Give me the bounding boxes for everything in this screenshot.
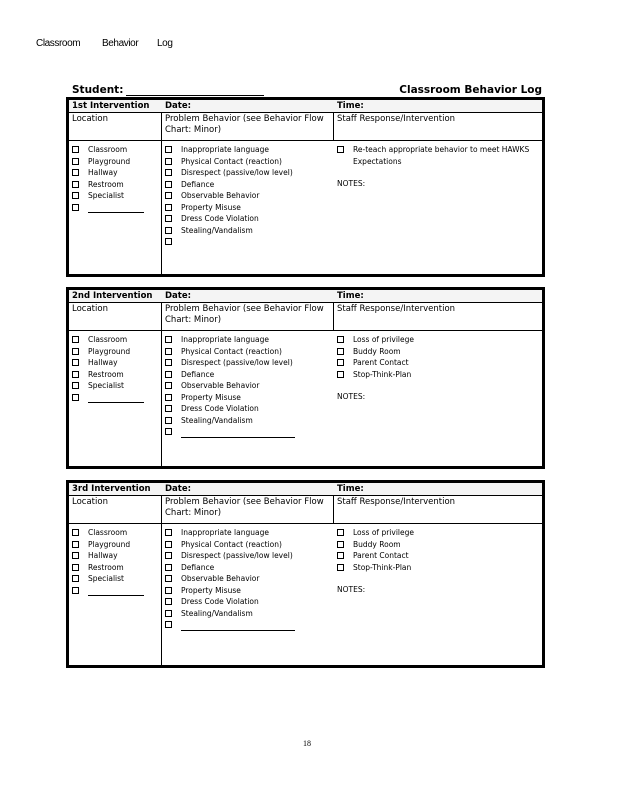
checkbox-icon[interactable] — [337, 552, 344, 559]
checkbox-icon[interactable] — [165, 394, 172, 401]
response-option[interactable] — [337, 539, 537, 551]
response-list — [337, 334, 537, 380]
checkbox-icon[interactable] — [72, 552, 79, 559]
behavior-option-label: Dress Code Violation — [181, 597, 259, 606]
behavior-option[interactable] — [165, 415, 295, 427]
checkbox-icon[interactable] — [337, 146, 344, 153]
checkbox-icon[interactable] — [72, 348, 79, 355]
behavior-option-label: Inappropriate language — [181, 145, 269, 154]
response-option[interactable] — [337, 346, 537, 358]
checkbox-icon[interactable] — [165, 204, 172, 211]
checkbox-icon[interactable] — [165, 336, 172, 343]
behavior-list — [165, 334, 295, 438]
location-option[interactable] — [72, 346, 144, 358]
checkbox-icon[interactable] — [72, 382, 79, 389]
checkbox-icon[interactable] — [165, 541, 172, 548]
behavior-option-label: Stealing/Vandalism — [181, 415, 253, 425]
location-option[interactable] — [72, 190, 144, 202]
location-option-label: Restroom — [88, 369, 124, 379]
location-option[interactable] — [72, 573, 144, 585]
location-option[interactable] — [72, 369, 144, 381]
checkbox-icon[interactable] — [165, 146, 172, 153]
problem-behavior-label: Problem Behavior (see Behavior Flow Chart: Minor) — [165, 497, 324, 518]
checkbox-icon[interactable] — [72, 158, 79, 165]
behavior-option[interactable] — [165, 213, 293, 225]
header-word-behavior: Behavior — [102, 38, 139, 49]
column-header-row — [69, 302, 542, 331]
problem-behavior-label: Problem Behavior (see Behavior Flow Chart: Minor) — [165, 304, 324, 325]
other-location-blank[interactable] — [88, 394, 144, 403]
response-option-label: Loss of privilege — [353, 335, 414, 344]
behavior-option-label: Physical Contact (reaction) — [181, 156, 282, 166]
checkbox-icon[interactable] — [165, 428, 172, 435]
checkbox-icon[interactable] — [72, 575, 79, 582]
location-option[interactable] — [72, 144, 144, 156]
behavior-option-label: Defiance — [181, 179, 215, 189]
checkbox-icon[interactable] — [72, 394, 79, 401]
checkbox-icon[interactable] — [337, 541, 344, 548]
notes-label: NOTES: — [337, 179, 366, 188]
location-option-label: Classroom — [88, 528, 128, 537]
behavior-option[interactable] — [165, 608, 295, 620]
behavior-option-label: Physical Contact (reaction) — [181, 539, 282, 549]
response-option-label: Stop-Think-Plan — [353, 369, 412, 379]
behavior-list — [165, 144, 293, 236]
checkbox-icon[interactable] — [72, 192, 79, 199]
location-option[interactable] — [72, 156, 144, 168]
location-option-label: Playground — [88, 539, 131, 549]
staff-response-label: Staff Response/Intervention — [337, 114, 456, 124]
checkbox-icon[interactable] — [72, 541, 79, 548]
intervention-label: 3rd Intervention — [72, 484, 151, 494]
behavior-option[interactable] — [165, 144, 293, 156]
behavior-option-label: Disrespect (passive/low level) — [181, 358, 293, 367]
response-option-label: Buddy Room — [353, 346, 401, 356]
log-title: Classroom Behavior Log — [399, 84, 542, 96]
location-list — [72, 144, 144, 213]
behavior-option-label: Disrespect (passive/low level) — [181, 551, 293, 560]
behavior-option[interactable] — [165, 380, 295, 392]
notes-label: NOTES: — [337, 392, 366, 401]
behavior-option[interactable] — [165, 539, 295, 551]
location-option-label: Playground — [88, 156, 131, 166]
behavior-option-label: Dress Code Violation — [181, 404, 259, 413]
checkbox-icon[interactable] — [165, 158, 172, 165]
checkbox-icon[interactable] — [165, 181, 172, 188]
header-word-log: Log — [157, 38, 173, 49]
student-line — [72, 84, 542, 98]
other-behavior-blank[interactable] — [181, 622, 295, 631]
behavior-option-label: Property Misuse — [181, 392, 241, 402]
location-label: Location — [72, 497, 108, 507]
location-label: Location — [72, 304, 108, 314]
checkbox-icon[interactable] — [165, 417, 172, 424]
checkbox-icon[interactable] — [165, 238, 172, 245]
checkbox-icon[interactable] — [165, 587, 172, 594]
checkbox-icon[interactable] — [72, 204, 79, 211]
checkbox-icon[interactable] — [165, 621, 172, 628]
behavior-option[interactable] — [165, 619, 295, 631]
checkbox-icon[interactable] — [337, 359, 344, 366]
location-option-label: Hallway — [88, 358, 118, 367]
header-word-classroom: Classroom — [36, 38, 81, 49]
response-option[interactable] — [337, 357, 537, 369]
behavior-option[interactable] — [165, 585, 295, 597]
other-behavior-blank[interactable] — [181, 429, 295, 438]
intervention-block — [66, 480, 545, 668]
location-option-label: Hallway — [88, 168, 118, 177]
time-label: Time: — [337, 291, 364, 301]
date-label: Date: — [165, 101, 192, 111]
behavior-option[interactable] — [165, 392, 295, 404]
behavior-option[interactable] — [165, 403, 295, 415]
response-option[interactable] — [337, 369, 537, 381]
behavior-option-label: Property Misuse — [181, 585, 241, 595]
behavior-option-label: Defiance — [181, 562, 215, 572]
response-option[interactable] — [337, 144, 537, 167]
behavior-option[interactable] — [165, 550, 295, 562]
behavior-option-label: Observable Behavior — [181, 381, 260, 390]
checkbox-icon[interactable] — [165, 348, 172, 355]
response-option-label: Loss of privilege — [353, 528, 414, 537]
checkbox-icon[interactable] — [165, 552, 172, 559]
behavior-option-label: Disrespect (passive/low level) — [181, 168, 293, 177]
date-label: Date: — [165, 291, 192, 301]
behavior-option[interactable] — [165, 334, 295, 346]
location-option[interactable] — [72, 357, 144, 369]
behavior-option[interactable] — [165, 357, 295, 369]
location-option[interactable] — [72, 562, 144, 574]
checkbox-icon[interactable] — [165, 359, 172, 366]
checkbox-icon[interactable] — [72, 529, 79, 536]
checkbox-icon[interactable] — [165, 564, 172, 571]
checkbox-icon[interactable] — [165, 227, 172, 234]
time-label: Time: — [337, 101, 364, 111]
response-list — [337, 144, 537, 167]
location-option[interactable] — [72, 585, 144, 597]
student-name-field[interactable] — [126, 95, 264, 96]
location-label: Location — [72, 114, 108, 124]
location-option-label: Classroom — [88, 335, 128, 344]
behavior-option[interactable] — [165, 562, 295, 574]
response-option[interactable] — [337, 562, 537, 574]
response-option-label: Parent Contact — [353, 358, 409, 367]
time-label: Time: — [337, 484, 364, 494]
student-label: Student: — [72, 84, 124, 96]
staff-response-label: Staff Response/Intervention — [337, 497, 456, 507]
behavior-option[interactable] — [165, 179, 293, 191]
checkbox-icon[interactable] — [337, 371, 344, 378]
location-option-label: Restroom — [88, 179, 124, 189]
checkbox-icon[interactable] — [72, 359, 79, 366]
checkbox-icon[interactable] — [337, 348, 344, 355]
location-option[interactable] — [72, 392, 144, 404]
checkbox-icon[interactable] — [165, 169, 172, 176]
checkbox-icon[interactable] — [337, 529, 344, 536]
behavior-option-label: Inappropriate language — [181, 528, 269, 537]
intervention-label: 1st Intervention — [72, 101, 150, 111]
checkbox-icon[interactable] — [165, 405, 172, 412]
location-option[interactable] — [72, 179, 144, 191]
checkbox-icon[interactable] — [72, 564, 79, 571]
response-option[interactable] — [337, 527, 537, 539]
location-option[interactable] — [72, 167, 144, 179]
location-option-label: Specialist — [88, 191, 124, 200]
page-number: 18 — [303, 739, 311, 748]
staff-response-label: Staff Response/Intervention — [337, 304, 456, 314]
location-option[interactable] — [72, 380, 144, 392]
location-option[interactable] — [72, 202, 144, 214]
behavior-option-label: Physical Contact (reaction) — [181, 346, 282, 356]
location-list — [72, 334, 144, 403]
checkbox-icon[interactable] — [165, 610, 172, 617]
intervention-block — [66, 287, 545, 469]
column-header-row — [69, 495, 542, 524]
location-option-label: Specialist — [88, 574, 124, 583]
behavior-option-label: Inappropriate language — [181, 335, 269, 344]
behavior-option-label: Property Misuse — [181, 202, 241, 212]
location-option[interactable] — [72, 527, 144, 539]
behavior-list — [165, 527, 295, 631]
checkbox-icon[interactable] — [165, 371, 172, 378]
location-option-label: Restroom — [88, 562, 124, 572]
location-option-label: Specialist — [88, 381, 124, 390]
behavior-option-label: Defiance — [181, 369, 215, 379]
response-option-label: Stop-Think-Plan — [353, 562, 412, 572]
behavior-option-label: Stealing/Vandalism — [181, 225, 253, 235]
problem-behavior-label: Problem Behavior (see Behavior Flow Chart: Minor) — [165, 114, 324, 135]
checkbox-icon[interactable] — [165, 382, 172, 389]
behavior-option-label: Observable Behavior — [181, 191, 260, 200]
behavior-option[interactable] — [165, 369, 295, 381]
checkbox-icon[interactable] — [72, 169, 79, 176]
behavior-option-label: Dress Code Violation — [181, 214, 259, 223]
response-option[interactable] — [337, 334, 537, 346]
behavior-option[interactable] — [165, 573, 295, 585]
checkbox-icon[interactable] — [165, 529, 172, 536]
other-location-blank[interactable] — [88, 587, 144, 596]
checkbox-icon[interactable] — [337, 336, 344, 343]
location-option-label: Playground — [88, 346, 131, 356]
other-location-blank[interactable] — [88, 204, 144, 213]
response-option-label: Re-teach appropriate behavior to meet HAWKS Expectations — [353, 145, 530, 166]
checkbox-icon[interactable] — [165, 215, 172, 222]
checkbox-icon[interactable] — [72, 371, 79, 378]
location-option[interactable] — [72, 550, 144, 562]
checkbox-icon[interactable] — [72, 146, 79, 153]
location-option-label: Classroom — [88, 145, 128, 154]
checkbox-icon[interactable] — [165, 575, 172, 582]
date-label: Date: — [165, 484, 192, 494]
intervention-label: 2nd Intervention — [72, 291, 153, 301]
behavior-option[interactable] — [165, 596, 295, 608]
behavior-option[interactable] — [165, 426, 295, 438]
location-option[interactable] — [72, 334, 144, 346]
column-header-row — [69, 112, 542, 141]
behavior-option-label: Stealing/Vandalism — [181, 608, 253, 618]
notes-label: NOTES: — [337, 585, 366, 594]
location-list — [72, 527, 144, 596]
behavior-option-label: Observable Behavior — [181, 574, 260, 583]
checkbox-icon[interactable] — [337, 564, 344, 571]
intervention-block — [66, 97, 545, 277]
response-option-label: Buddy Room — [353, 539, 401, 549]
response-option-label: Parent Contact — [353, 551, 409, 560]
checkbox-icon[interactable] — [165, 598, 172, 605]
behavior-option[interactable] — [165, 225, 293, 237]
behavior-option[interactable] — [165, 527, 295, 539]
checkbox-icon[interactable] — [72, 336, 79, 343]
location-option-label: Hallway — [88, 551, 118, 560]
behavior-option[interactable] — [165, 346, 295, 358]
behavior-option[interactable] — [165, 202, 293, 214]
checkbox-icon[interactable] — [165, 192, 172, 199]
behavior-option[interactable] — [165, 156, 293, 168]
behavior-option[interactable] — [165, 167, 293, 179]
checkbox-icon[interactable] — [72, 181, 79, 188]
response-list — [337, 527, 537, 573]
location-option[interactable] — [72, 539, 144, 551]
checkbox-icon[interactable] — [72, 587, 79, 594]
behavior-option[interactable] — [165, 190, 293, 202]
response-option[interactable] — [337, 550, 537, 562]
